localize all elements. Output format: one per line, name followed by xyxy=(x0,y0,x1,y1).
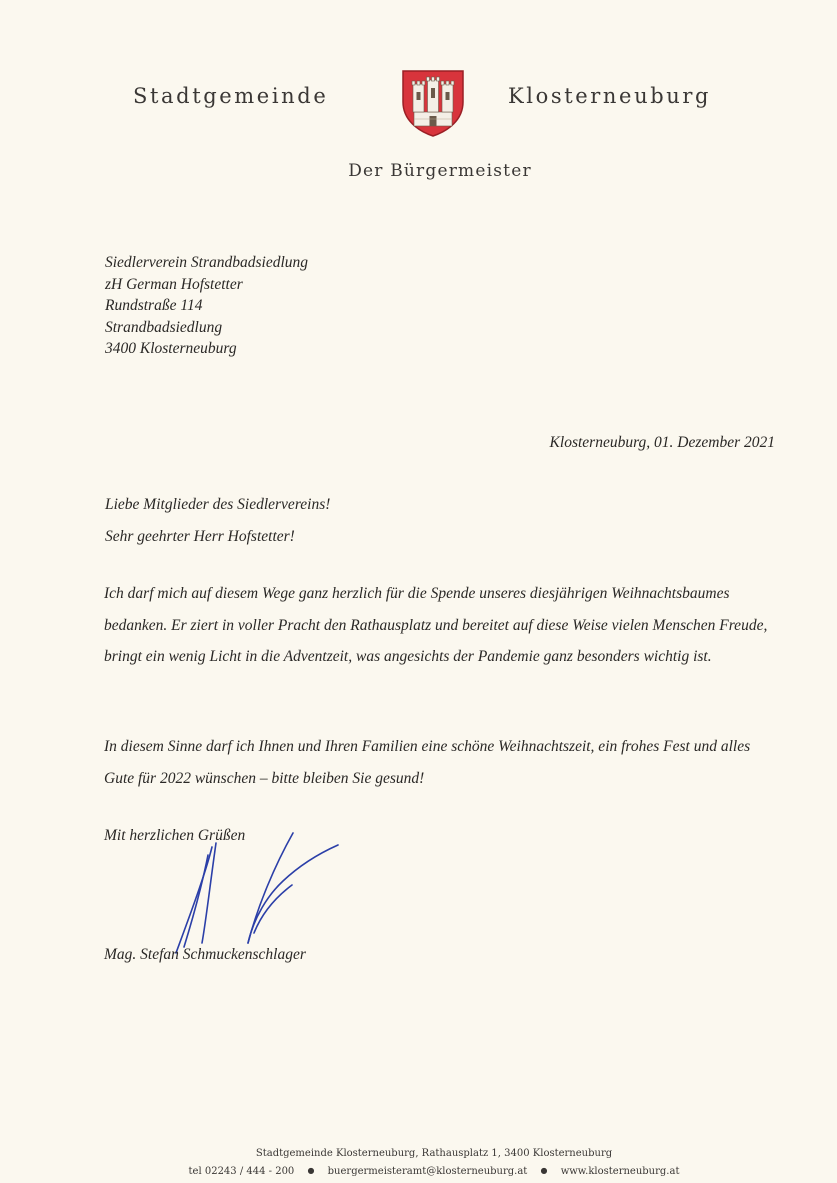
letterhead-subtitle: Der Bürgermeister xyxy=(348,161,532,181)
recipient-address xyxy=(105,252,308,360)
letterhead-right-word: Klosterneuburg xyxy=(508,84,712,108)
letter-date: Klosterneuburg, 01. Dezember 2021 xyxy=(549,434,775,451)
letter-footer xyxy=(0,1145,837,1180)
footer-phone: tel 02243 / 444 - 200 xyxy=(188,1166,295,1177)
footer-website-link[interactable]: www.klosterneuburg.at xyxy=(560,1166,680,1177)
address-line: 3400 Klosterneuburg xyxy=(105,340,237,357)
salutation-line: Sehr geehrter Herr Hofstetter! xyxy=(105,528,295,545)
body-paragraph: In diesem Sinne darf ich Ihnen und Ihren Familien eine schöne Weihnachtszeit, ein frohes Fest und alles Gute für 2022 wünschen – bitte bleiben Sie gesund! xyxy=(104,738,751,787)
signer-name: Mag. Stefan Schmuckenschlager xyxy=(104,946,306,963)
address-line: zH German Hofstetter xyxy=(105,275,243,293)
salutation-line: Liebe Mitglieder des Siedlervereins! xyxy=(105,496,331,513)
closing-line: Mit herzlichen Grüßen xyxy=(104,827,246,844)
address-line: Siedlerverein Strandbadsiedlung xyxy=(105,254,309,271)
address-line: Rundstraße 114 xyxy=(105,297,203,314)
footer-email-link[interactable]: buergermeisteramt@klosterneuburg.at xyxy=(327,1166,528,1177)
signature-mark xyxy=(150,825,350,965)
coat-of-arms-icon xyxy=(400,68,466,138)
body-paragraph: Ich darf mich auf diesem Wege ganz herzlich für die Spende unseres diesjährigen Weihnachtsbaumes bedanken. Er ziert in voller Pracht den Rathausplatz und bereitet auf diese Weise vielen Menschen Freude, bringt ein wenig Licht in die Adventzeit, was angesichts der Pandemie ganz besonders wichtig ist. xyxy=(104,585,768,665)
salutation xyxy=(105,489,330,553)
bullet-separator-icon: ● xyxy=(307,1166,315,1175)
footer-address: Stadtgemeinde Klosterneuburg, Rathausplatz 1, 3400 Klosterneuburg xyxy=(255,1148,613,1159)
letterhead-left-word: Stadtgemeinde xyxy=(133,84,329,108)
address-line: Strandbadsiedlung xyxy=(105,318,223,336)
bullet-separator-icon: ● xyxy=(540,1166,548,1175)
footer-contact xyxy=(0,1162,837,1180)
